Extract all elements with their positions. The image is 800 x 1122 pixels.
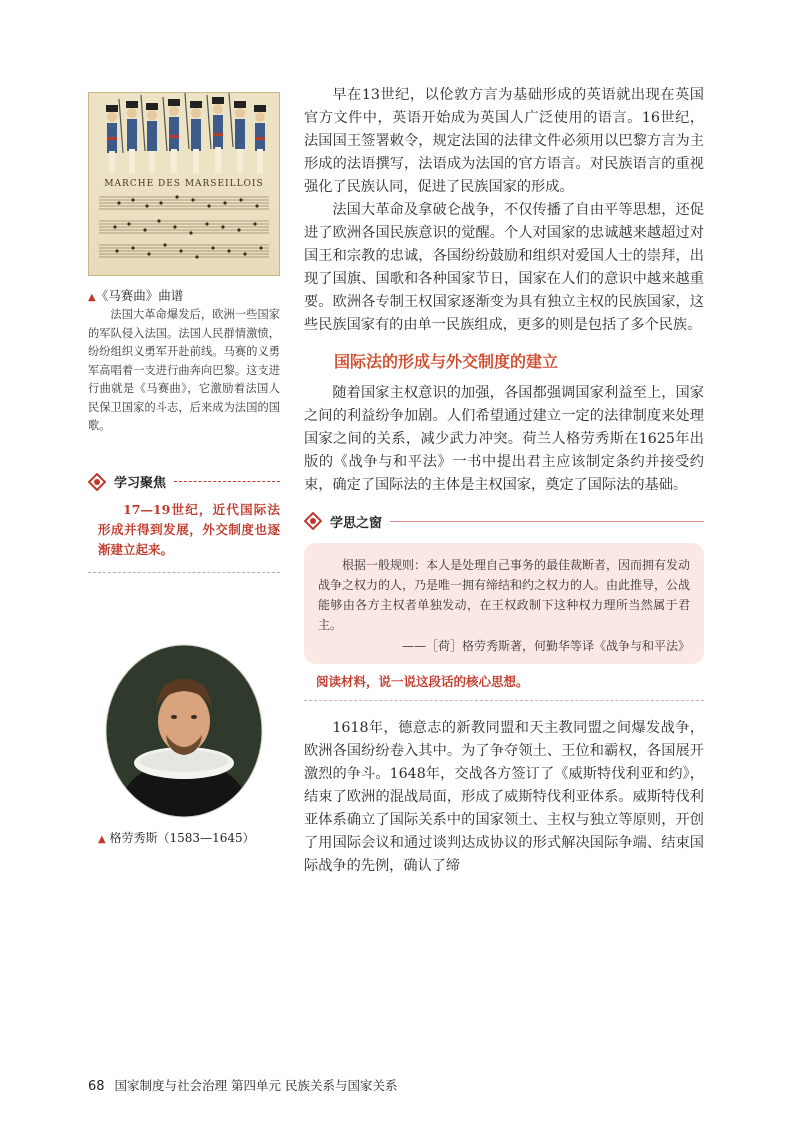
grotius-portrait-figure (88, 643, 280, 846)
divider (304, 700, 704, 701)
triangle-marker-icon: ▲ (88, 292, 96, 303)
learning-focus-box (88, 472, 280, 573)
section-title: 国际法的形成与外交制度的建立 (334, 352, 559, 371)
score-title: MARCHE DES MARSEILLOIS (104, 179, 264, 189)
sidebar (88, 92, 280, 846)
music-score-illustration (99, 193, 269, 271)
quote-text: 根据一般规则：本人是处理自己事务的最佳裁断者，因而拥有发动战争之权力的人，乃是唯一拥有缔结和约之权力的人。由此推导，公战能够由各方主权者单独发动，在王权政制下这种权力理所当然属于君主。 (318, 558, 691, 632)
marseillaise-caption-title: ▲《马赛曲》曲谱 (88, 288, 184, 303)
soldiers-illustration (89, 93, 279, 181)
page-footer (88, 1076, 397, 1094)
reading-prompt: 阅读材料，说一说这段话的核心思想。 (316, 674, 529, 689)
footer-text: 国家制度与社会治理 第四单元 民族关系与国家关系 (114, 1078, 398, 1093)
quote-box (304, 543, 704, 664)
marseillaise-caption-body: 法国大革命爆发后，欧洲一些国家的军队侵入法国。法国人民群情激愤，纷纷组织义勇军开赴前线。马赛的义勇军高唱着一支进行曲奔向巴黎。这支进行曲就是《马赛曲》，它激励着法国人民保卫国家的斗志，后来成为法国的国歌。 (88, 308, 280, 432)
body-paragraph: 随着国家主权意识的加强，各国都强调国家利益至上，国家之间的利益纷争加剧。人们希望通过建立一定的法律制度来处理国家之间的关系，减少武力冲突。荷兰人格劳秀斯在1625年出版的《战争与和平法》一书中提出君主应该制定条约并接受约束，确定了国际法的主体是主权国家，奠定了国际法的基础。 (304, 385, 704, 493)
learning-focus-header (88, 472, 280, 492)
triangle-marker-icon: ▲ (98, 833, 106, 845)
marseillaise-score-image (88, 92, 280, 276)
main-column (304, 84, 704, 878)
learning-focus-label: 学习聚焦 (114, 476, 167, 491)
thinking-window-header (304, 511, 704, 531)
body-paragraph: 1618年，德意志的新教同盟和天主教同盟之间爆发战争，欧洲各国纷纷卷入其中。为了争夺领土、王位和霸权，各国展开激烈的争斗。1648年，交战各方签订了《威斯特伐利亚和约》，结束了欧洲的混战局面，形成了威斯特伐利亚体系。威斯特伐利亚体系确立了国际关系中的国家领土、主权与独立等原则，开创了用国际会议和通过谈判达成协议的形式解决国际争端、结束国际战争的先例，确认了缔 (304, 720, 704, 874)
thinking-window-label: 学思之窗 (330, 515, 383, 531)
divider (390, 521, 704, 522)
grotius-portrait-caption: ▲ 格劳秀斯（1583—1645） (98, 830, 255, 845)
divider (174, 481, 280, 482)
body-paragraph: 早在13世纪，以伦敦方言为基础形成的英语就出现在英国官方文件中，英语开始成为英国人广泛使用的语言。16世纪，法国国王签署敕令，规定法国的法律文件必须用以巴黎方言为主形成的法语撰写，法语成为法国的官方语言。对民族语言的重视强化了民族认同，促进了民族国家的形成。 (304, 87, 704, 195)
learning-focus-text: 17—19世纪，近代国际法形成并得到发展，外交制度也逐渐建立起来。 (98, 501, 280, 557)
section-diamond-icon (88, 473, 106, 491)
section-diamond-icon (304, 512, 322, 530)
body-paragraph: 法国大革命及拿破仑战争，不仅传播了自由平等思想，还促进了欧洲各国民族意识的觉醒。个人对国家的忠诚越来越超过对国王和宗教的忠诚，各国纷纷鼓励和组织对爱国人士的崇拜，出现了国旗、国歌和各种国家节日，国家在人们的意识中越来越重要。欧洲各专制王权国家逐渐变为具有独立主权的民族国家，这些民族国家有的由单一民族组成，更多的则是包括了多个民族。 (304, 202, 704, 333)
quote-source: ——［荷］格劳秀斯著，何勤华等译《战争与和平法》 (401, 639, 690, 653)
page-number: 68 (88, 1079, 105, 1094)
divider (88, 572, 280, 573)
grotius-portrait-image (104, 643, 264, 819)
